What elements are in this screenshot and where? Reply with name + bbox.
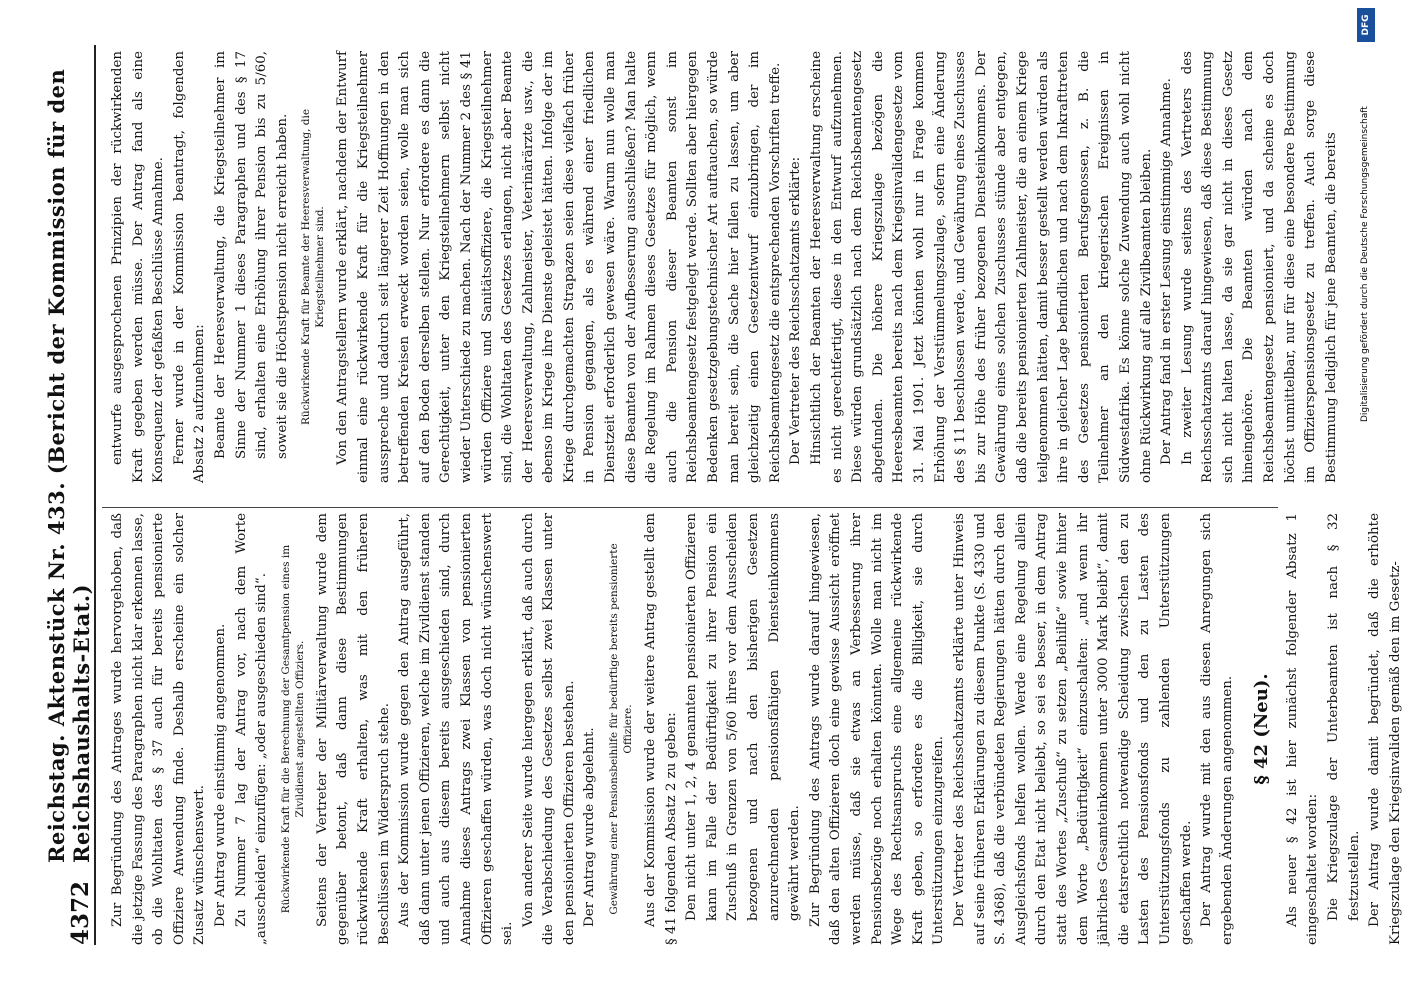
paragraph: Der Antrag wurde abgelehnt. (582, 727, 598, 927)
margin-note: Gewährung einer Pensionsbeihilfe für bedürftige bereits pensionierte Offiziere. (608, 543, 635, 915)
paragraph: Aus der Kommission wurde der weitere Antrag gestellt dem § 41 folgenden Absatz 2 zu geben: (643, 513, 679, 945)
paragraph: Von anderer Seite wurde hiergegen erklärt, daß auch durch die Verabschiedung des Gesetzes selbst zwei Klassen unter den pensionierten Offizieren bestehen. (520, 513, 577, 945)
quoted-paragraph: Den nicht unter 1, 2, 4 genannten pensionierten Offizieren kann im Falle der Bedürftigkeit zu ihrer Pension ein Zuschuß in Grenzen von 5/60 ihres vor dem Ausscheiden bezogenen und nach den bisherigen Gesetzen anzurechnenden pensionsfähigen Diensteinkommens gewährt werden. (684, 513, 803, 921)
paragraph: Hinsichtlich der Beamten der Heeresverwaltung erscheine es nicht gerechtfertigt, diese in den Entwurf aufzunehmen. Diese würden grundsätzlich nach dem Reichsbeamtengesetz abgefunden. Die höhere Kriegszulage bezögen die Heeresbeamten bereits nach dem Kriegsinvalidengesetze vom 31. Mai 1901. Jetzt könnten wohl nur in Frage kommen Erhöhung der Verstümmelungszulage, sofern eine Änderung des § 11 beschlossen werde, und Gewährung eines Zuschusses bis zur Höhe des früher bezogenen Diensteinkommens. Der Gewährung eines solchen Zuschusses stünde aber entgegen, daß die bereits pensionierten Zahlmeister, die an einem Kriege teilgenommen hätten, damit besser gestellt werden würden als ihre in gleicher Lage befindlichen und nach dem Inkrafttreten des Gesetzes pensionierten Berufsgenossen, z. B. die Teilnehmer an den kriegerischen Ereignissen in Südwestafrika. Es könne solche Zuwendung auch wohl nicht ohne Rückwirkung auf alle Zivilbeamten bleiben. (809, 51, 1154, 483)
paragraph: Der Vertreter des Reichsschatzamts erklärte: (788, 156, 804, 465)
paragraph: Seitens der Vertreter der Militärverwaltung wurde dem gegenüber betont, daß dann diese Bestimmungen rückwirkende Kraft erhalten, was mit den früheren Beschlüssen im Widerspruch stehe. (314, 513, 392, 945)
paragraph: Als neuer § 42 ist hier zunächst folgender Absatz 1 eingeschaltet worden: (1284, 513, 1321, 945)
paragraph: Zu Nummer 7 lag der Antrag vor, nach dem Worte „ausscheiden“ einzufügen: „oder ausgeschieden sind“. (233, 513, 270, 945)
dfg-sidebar (1357, 8, 1375, 992)
paragraph: In zweiter Lesung wurde seitens des Vertreters des Reichsschatzamts darauf hingewiesen, daß diese Bestimmung sich nicht halten lasse, da sie gar nicht in dieses Gesetz hineingehöre. Die Beamten würden nach dem Reichsbeamtengesetz pensioniert, und da scheine es doch höchst unmittelbar, nur für diese eine besondere Bestimmung im Offizierspensionsgesetz zu treffen. Auch sorge diese Bestimmung lediglich für jene Beamten, die bereits (1179, 51, 1339, 483)
quoted-paragraph: Die Kriegszulage der Unterbeamten ist nach § 32 festzustellen. (1326, 513, 1362, 921)
paragraph: Der Vertreter des Reichsschatzamts erklärte unter Hinweis auf seine früheren Erklärungen zu diesem Punkte (S. 4330 und S. 4368), daß die verbündeten Regierungen hätten durch den Ausgleichsfonds helfen wollen. Werde eine Regelung allein durch den Etat nicht beliebt, so sei es besser, in dem Antrag statt des Wortes „Zuschuß“ zu setzen „Beihilfe“ sowie hinter dem Worte „Bedürftigkeit“ einzuschalten: „und wenn ihr jährliches Gesamteinkommen unter 3000 Mark bleibt“, damit die etatsrechtlich notwendige Scheidung zwischen den zu Lasten des Pensionsfonds und den zu Lasten des Unterstützungsfonds zu zahlenden Unterstützungen geschaffen werde. (951, 513, 1194, 945)
paragraph: Ferner wurde in der Kommission beantragt, folgenden Absatz 2 aufzunehmen: (171, 51, 208, 483)
column-divider (102, 507, 1278, 508)
text-column-left (108, 513, 1403, 945)
paragraph: Zur Begründung des Antrags wurde darauf hingewiesen, daß den alten Offizieren doch eine gewisse Aussicht eröffnet werden müsse, daß sie etwas an Verbesserung ihrer Pensionsbezüge noch erhalten könnten. Wolle man nicht im Wege des Rechtsanspruchs eine allgemeine rückwirkende Kraft geben, so erfordere es die Billigkeit, sie durch Unterstützungen einzugreifen. (807, 513, 947, 945)
paragraph: Der Antrag wurde einstimmig angenommen. (212, 623, 228, 927)
paragraph: entwurfe ausgesprochenen Prinzipien der rückwirkenden Kraft gegeben werden müsse. Der Antrag fand als eine Konsequenz der gefaßten Beschlüsse Annahme. (110, 51, 167, 483)
paragraph: Der Antrag wurde mit den aus diesen Anregungen sich ergebenden Änderungen angenommen. (1199, 513, 1235, 945)
page-number: 4372 (67, 880, 94, 945)
paragraph: Zur Begründung des Antrages wurde hervorgehoben, daß die jetzige Fassung des Paragraphen nicht klar erkennen lasse, ob die Wohltaten des § 37 auch für bereits pensionierte Offiziere Anwendung finde. Deshalb erscheine ein solcher Zusatz wünschenswert. (110, 513, 208, 945)
page-header (42, 45, 96, 945)
margin-note: Rückwirkende Kraft für Beamte der Heeresverwaltung, die Kriegsteilnehmer sind. (300, 108, 327, 426)
dfg-credit: Digitalisierung gefördert durch die Deutsche Forschungsgemeinschaft (1360, 106, 1370, 422)
paragraph: Von den Antragstellern wurde erklärt, nachdem der Entwurf einmal eine rückwirkende Kraft für die Kriegsteilnehmer ausspreche und dadurch seit längerer Zeit Hoffnungen in den betreffenden Kreisen erweckt worden seien, wolle man sich auf den Boden derselben stellen. Nur erfordere es dann die Gerechtigkeit, unter den Kriegsteilnehmern selbst nicht wieder Unterschiede zu machen. Nach der Nummer 2 des § 41 würden Offiziere und Sanitätsoffiziere, die Kriegsteilnehmer sind, die Wohltaten des Gesetzes erlangen, nicht aber Beamte der Heeresverwaltung, Zahlmeister, Veterinärärzte usw., die ebenso im Kriege ihre Dienste geleistet hätten. Infolge der im Kriege durchgemachten Strapazen seien diese vielfach früher in Pension gegangen, als es während einer friedlichen Dienstzeit erforderlich gewesen wäre. Warum nun wolle man diese Beamten von der Aufbesserung ausschließen? Man halte die Regelung im Rahmen dieses Gesetzes für möglich, wenn auch die Pension dieser Beamten sonst im Reichsbeamtengesetz festgelegt werde. Sollten aber hiergegen Bedenken gesetzgebungstechnischer Art auftauchen, so würde man bereit sein, die Sache hier fallen zu lassen, um aber gleichzeitig einen Gesetzentwurf einzubringen, der im Reichsbeamtengesetz die entsprechenden Vorschriften treffe. (335, 51, 783, 483)
margin-note: Rückwirkende Kraft für die Berechnung der Gesamtpension eines im Zivildienst angestellten Offiziers. (279, 544, 306, 914)
section-heading: § 42 (Neu). (1251, 673, 1273, 785)
paragraph: Aus der Kommission wurde gegen den Antrag ausgeführt, daß dann unter jenen Offizieren, welche im Zivildienst standen und auch aus diesem bereits ausgeschieden sind, durch Annahme dieses Antrags zwei Klassen von pensionierten Offizieren geschaffen würden, was doch nicht wünschenswert sei. (397, 513, 516, 945)
text-column-right (108, 51, 1339, 483)
dfg-logo: DFG (1357, 8, 1375, 42)
paragraph: Der Antrag fand in erster Lesung einstimmige Annahme. (1159, 78, 1175, 465)
quoted-paragraph: Beamte der Heeresverwaltung, die Kriegsteilnehmer im Sinne der Nummer 1 dieses Paragraphen und des § 17 sind, erhalten eine Erhöhung ihrer Pension bis zu 5/60, soweit sie die Höchstpension nicht erreicht haben. (212, 51, 290, 459)
page-title: Reichstag. Aktenstück Nr. 433. (Bericht der Kommission für den Reichshaushalts-Etat.) (44, 68, 94, 863)
paragraph: Der Antrag wurde damit begründet, daß die erhöhte Kriegszulage den Kriegsinvaliden gemäß den im Gesetz- (1367, 513, 1403, 945)
